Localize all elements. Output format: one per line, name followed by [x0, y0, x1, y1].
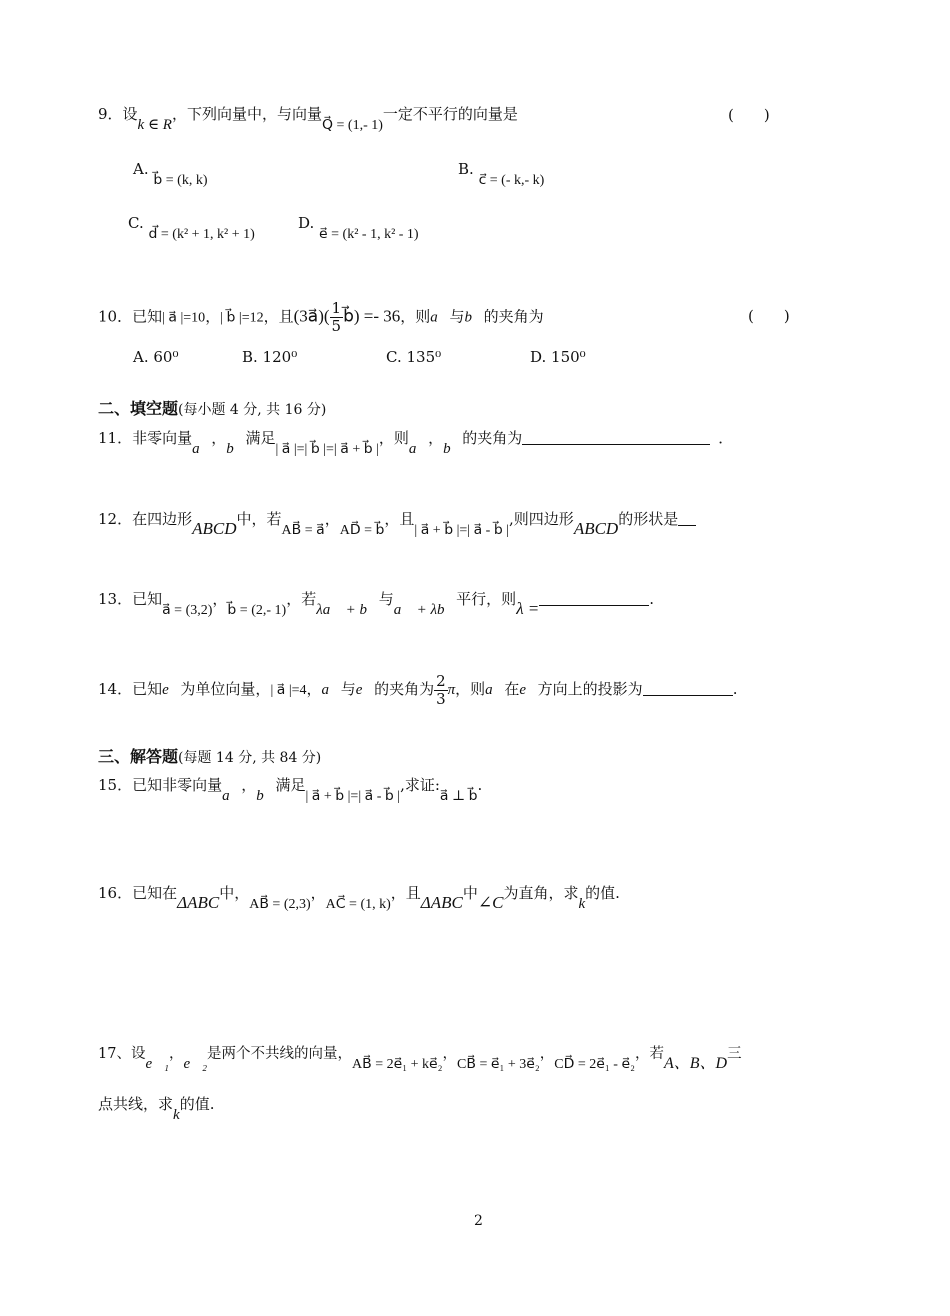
q14-text-a: 14．已知 [98, 680, 163, 698]
q14-answer-blank[interactable] [643, 679, 733, 696]
q16-text-a: 16．已知在 [98, 884, 178, 902]
q13-sep: ， [212, 590, 228, 608]
q17-cd-expr: CD⃗ = 2e⃗₁ - e⃗₂ [554, 1057, 635, 1072]
q11-vec-b2: b⃗ [443, 441, 463, 457]
q14-text-d: 的夹角为 [374, 680, 435, 698]
q15-end: . [477, 776, 483, 794]
q9-math-q: Q⃗ = (1,- 1) [322, 118, 383, 133]
section-3-note: (每题 14 分, 共 84 分) [178, 750, 322, 766]
q13-text-b: ，若 [286, 590, 317, 608]
q16-text-b: 中， [219, 884, 250, 902]
q12-condition: | a⃗ + b⃗ |=| a⃗ - b⃗ | [414, 523, 510, 538]
q9-option-b-math: c⃗ = (- k,- k) [478, 173, 545, 188]
q16-triangle: ΔABC [177, 893, 220, 912]
q11-vec-a: a⃗ [192, 441, 212, 457]
q10-vec-a: a⃗ [430, 309, 450, 326]
q10-sep: ， [205, 307, 221, 326]
q13-text-a: 13．已知 [98, 590, 163, 608]
q17-vec-e1: e⃗₁ [145, 1056, 169, 1072]
q11-sep2: ， [428, 429, 444, 447]
q16-text-c: ，且 [390, 884, 421, 902]
question-9 [98, 103, 518, 133]
q10-frac-num: 1 [331, 299, 342, 317]
q16-text-d: 中 [462, 884, 478, 902]
q12-sep: ， [324, 510, 340, 528]
q10-text-c: ，则 [400, 307, 431, 326]
q10-text-e: 的夹角为 [483, 307, 544, 326]
q14-text-e: ，则 [455, 680, 486, 698]
q13-end: . [649, 590, 655, 608]
q10-fraction [330, 300, 344, 335]
q13-expr-2: a⃗ + λb⃗ [393, 602, 457, 618]
q13-expr-1: λa⃗ + b⃗ [316, 602, 379, 618]
q13-vec-b-value: b⃗ = (2,- 1) [227, 603, 287, 618]
question-12 [98, 508, 696, 538]
q14-vec-e3: e⃗ [519, 682, 538, 698]
q10-option-a: A. 60⁰ [133, 348, 179, 366]
q9-option-c [128, 214, 255, 242]
q9-option-d-label: D. [298, 214, 315, 232]
section-3-title: 三、解答题 [98, 747, 179, 766]
q11-sep: ， [211, 429, 227, 447]
q14-text-g: 方向上的投影为 [537, 680, 643, 698]
q12-abcd: ABCD [192, 519, 237, 538]
question-14 [98, 672, 737, 708]
q10-product-a: (3a⃗)( [293, 306, 330, 326]
q13-text-d: 平行，则 [456, 590, 517, 608]
question-13 [98, 588, 655, 618]
q16-angle-c: ∠C [477, 893, 504, 912]
q14-vec-a: a⃗ [321, 682, 341, 698]
q12-ad-eq-b: AD⃗ = b⃗ [339, 523, 385, 538]
q17-vec-e2: e⃗₂ [183, 1056, 208, 1072]
q10-option-c: C. 135⁰ [386, 348, 442, 366]
q12-text-b: 中，若 [236, 510, 282, 528]
q11-end: ． [718, 429, 734, 447]
q17-text-c: ，若 [634, 1046, 664, 1062]
question-10 [98, 300, 544, 335]
q13-vec-a-value: a⃗ = (3,2) [162, 603, 213, 618]
q14-text-f: 在 [504, 680, 520, 698]
q15-condition: | a⃗ + b⃗ |=| a⃗ - b⃗ | [305, 789, 401, 804]
q9-option-a-math: b⃗ = (k, k) [153, 173, 208, 188]
q11-condition: | a⃗ |=| b⃗ |=| a⃗ + b⃗ | [275, 442, 379, 457]
q17-line2-b: 的值. [179, 1095, 215, 1113]
section-2-heading [98, 398, 326, 421]
q11-text-a: 11．非零向量 [98, 429, 193, 447]
q16-k: k [578, 896, 586, 912]
q9-option-a-label: A. [133, 160, 149, 178]
q14-fraction [434, 673, 448, 708]
q17-ab-expr: AB⃗ = 2e⃗₁ + ke⃗₂ [352, 1057, 443, 1072]
q13-answer-blank[interactable] [539, 589, 649, 606]
q11-text-c: ，则 [378, 429, 409, 447]
q10-option-b: B. 120⁰ [242, 348, 298, 366]
q17-sep2: ， [442, 1046, 458, 1062]
q10-vec-b: b⃗ [464, 309, 484, 326]
q10-text-d: 与 [449, 307, 465, 326]
q9-option-c-math: d⃗ = (k² + 1, k² + 1) [148, 227, 255, 242]
q15-vec-a: a⃗ [222, 788, 242, 804]
q12-text-a: 12．在四边形 [98, 510, 193, 528]
q9-text-b: ，下列向量中，与向量 [171, 105, 322, 123]
q9-option-c-label: C. [128, 214, 144, 232]
q14-vec-a2: a⃗ [485, 682, 505, 698]
q9-text-a: 9．设 [98, 105, 138, 123]
q17-k: k [173, 1107, 180, 1123]
question-17-line-2 [98, 1093, 215, 1123]
q15-sep: ， [241, 776, 257, 794]
q9-option-b-label: B. [458, 160, 474, 178]
q10-product-b: b⃗) =- 36 [343, 306, 401, 326]
q15-text-a: 15．已知非零向量 [98, 776, 223, 794]
q9-option-d [298, 214, 419, 242]
q14-frac-den: 3 [436, 689, 446, 708]
q14-text-b: 为单位向量， [180, 680, 271, 698]
q17-sep1: ， [169, 1046, 184, 1062]
section-2-note: (每小题 4 分, 共 16 分) [178, 402, 327, 418]
q10-norm-a: | a⃗ |=10 [162, 310, 206, 326]
q11-text-d: 的夹角为 [462, 429, 523, 447]
q14-frac-num: 2 [436, 671, 446, 690]
q10-text-a: 10．已知 [98, 307, 163, 326]
q16-text-e: 为直角，求 [503, 884, 579, 902]
q17-text-a: 17、设 [98, 1046, 146, 1062]
q12-ab-eq-a: AB⃗ = a⃗ [281, 523, 325, 538]
question-15 [98, 774, 483, 804]
q12-text-c: ，且 [384, 510, 415, 528]
q17-points: A、B、D [663, 1055, 728, 1072]
q16-ab-value: AB⃗ = (2,3) [249, 897, 311, 912]
q9-option-a [133, 160, 208, 188]
q16-ac-value: AC⃗ = (1, k) [325, 897, 391, 912]
q14-norm-a: | a⃗ |=4 [270, 683, 307, 698]
q11-vec-a2: a⃗ [408, 441, 429, 457]
q9-answer-paren: ( ) [728, 106, 770, 124]
q12-text-e: 的形状是 [618, 510, 679, 528]
q14-text-c: 与 [340, 680, 356, 698]
q11-answer-blank[interactable] [522, 428, 710, 445]
q14-end: . [732, 680, 738, 698]
q10-frac-den: 5 [331, 317, 342, 335]
q11-text-b: 满足 [245, 429, 276, 447]
q17-line2-a: 点共线，求 [98, 1095, 174, 1113]
q12-answer-blank[interactable] [678, 509, 696, 526]
q16-text-f: 的值. [585, 884, 620, 902]
q15-text-c: ,求证: [400, 776, 440, 794]
q10-norm-b: | b⃗ |=12 [220, 310, 264, 326]
q16-sep: ， [310, 884, 326, 902]
q16-triangle2: ΔABC [420, 893, 463, 912]
q9-text-c: 一定不平行的向量是 [382, 105, 518, 123]
q9-option-d-math: e⃗ = (k² - 1, k² - 1) [319, 227, 419, 242]
q15-vec-b: b⃗ [256, 788, 276, 804]
page-number: 2 [474, 1213, 483, 1229]
q17-sep3: ， [539, 1046, 555, 1062]
q13-lambda: λ = [516, 599, 540, 618]
q14-sep: ， [306, 680, 322, 698]
q17-cb-expr: CB⃗ = e⃗₁ + 3e⃗₂ [457, 1057, 540, 1072]
section-2-title: 二、填空题 [98, 399, 179, 418]
q13-text-c: 与 [378, 590, 394, 608]
q14-vec-e2: e⃗ [355, 682, 375, 698]
q11-vec-b: b⃗ [226, 441, 246, 457]
section-3-heading [98, 746, 321, 769]
question-16 [98, 882, 620, 912]
q17-text-b: 是两个不共线的向量， [207, 1046, 353, 1062]
q10-answer-paren: ( ) [748, 307, 790, 325]
q17-text-d: 三 [727, 1046, 742, 1062]
q9-math-k: k ∈ R [137, 117, 172, 133]
q15-conclusion: a⃗ ⊥ b⃗ [439, 789, 478, 804]
question-17 [98, 1043, 742, 1072]
q12-text-d: ,则四边形 [509, 510, 574, 528]
q15-text-b: 满足 [275, 776, 306, 794]
q9-option-b [458, 160, 545, 188]
q14-pi: π [447, 682, 456, 698]
q12-abcd2: ABCD [573, 519, 619, 538]
q10-text-b: ，且 [263, 307, 294, 326]
q10-option-d: D. 150⁰ [530, 348, 586, 366]
q14-vec-e: e⃗ [162, 682, 181, 698]
question-11 [98, 427, 734, 457]
